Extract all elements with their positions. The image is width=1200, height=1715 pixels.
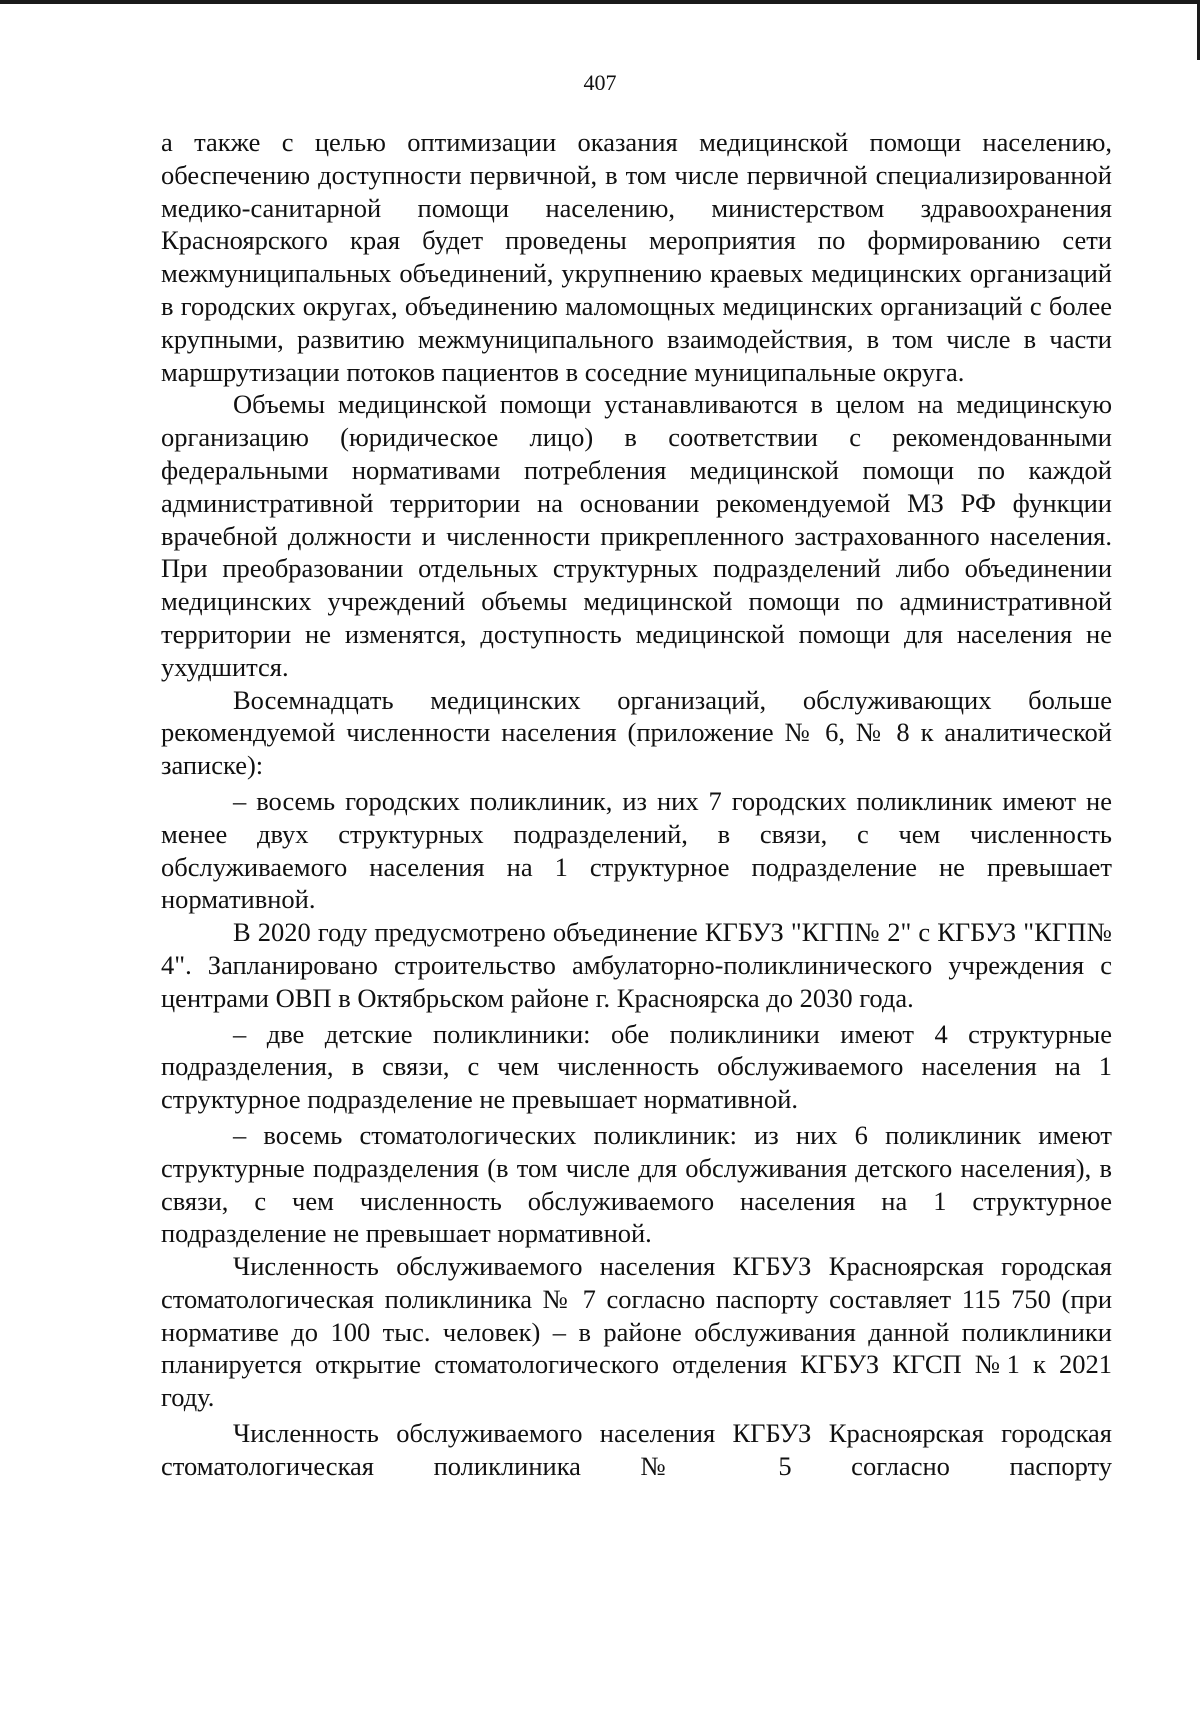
paragraph-merger-2020: В 2020 году предусмотрено объединение КГБУЗ "КГП№ 2" с КГБУЗ "КГП№ 4". Запланировано строительство амбулаторно-поликлинического учреждения с центрами ОВП в Октябрьском районе г. Красноярска до 2030 года.	[161, 917, 1112, 1013]
paragraph-dental-polyclinic-5: Численность обслуживаемого населения КГБУЗ Красноярская городская стоматологическая поликлиника № 5 согласно паспорту	[161, 1418, 1112, 1481]
paragraph-eighteen-organizations: Восемнадцать медицинских организаций, обслуживающих больше рекомендуемой численности населения (приложение № 6, № 8 к аналитической записке):	[161, 684, 1112, 781]
document-body	[161, 126, 1112, 1483]
paragraph-dental-polyclinic-7: Численность обслуживаемого населения КГБУЗ Красноярская городская стоматологическая поликлиника № 7 согласно паспорту составляет 115 750 (при нормативе до 100 тыс. человек) – в районе обслуживания данной поликлиники планируется открытие стоматологического отделения КГБУЗ КГСП №1 к 2021 году.	[161, 1251, 1112, 1413]
scan-border-top	[0, 0, 1200, 4]
paragraph-dental-polyclinics: – восемь стоматологических поликлиник: из них 6 поликлиник имеют структурные подразделения (в том числе для обслуживания детского населения), в связи, с чем численность обслуживаемого населения на 1 структурное подразделение не превышает нормативной.	[161, 1119, 1112, 1249]
paragraph-children-polyclinics: – две детские поликлиники: обе поликлиники имеют 4 структурные подразделения, в связи, с чем численность обслуживаемого населения на 1 структурное подразделение не превышает нормативной.	[161, 1018, 1112, 1115]
page-number: 407	[583, 70, 617, 95]
paragraph-optimization: а также с целью оптимизации оказания медицинской помощи населению, обеспечению доступности первичной, в том числе первичной специализированной медико-санитарной помощи населению, министерством здравоохранения Красноярского края будет проведены мероприятия по формированию сети межмуниципальных объединений, укрупнению краевых медицинских организаций в городских округах, объединению маломощных медицинских организаций с более крупными, развитию межмуниципального взаимодействия, в том числе в части маршрутизации потоков пациентов в соседние муниципальные округа.	[161, 127, 1112, 387]
paragraph-city-polyclinics: – восемь городских поликлиник, из них 7 городских поликлиник имеют не менее двух структурных подразделений, в связи, с чем численность обслуживаемого населения на 1 структурное подразделение не превышает нормативной.	[161, 785, 1112, 915]
paragraph-volumes: Объемы медицинской помощи устанавливаются в целом на медицинскую организацию (юридическое лицо) в соответствии с рекомендованными федеральными нормативами потребления медицинской помощи по каждой административной территории на основании рекомендуемой МЗ РФ функции врачебной должности и численности прикрепленного застрахованного населения. При преобразовании отдельных структурных подразделений либо объединении медицинских учреждений объемы медицинской помощи по административной территории не изменятся, доступность медицинской помощи для населения не ухудшится.	[161, 389, 1112, 682]
